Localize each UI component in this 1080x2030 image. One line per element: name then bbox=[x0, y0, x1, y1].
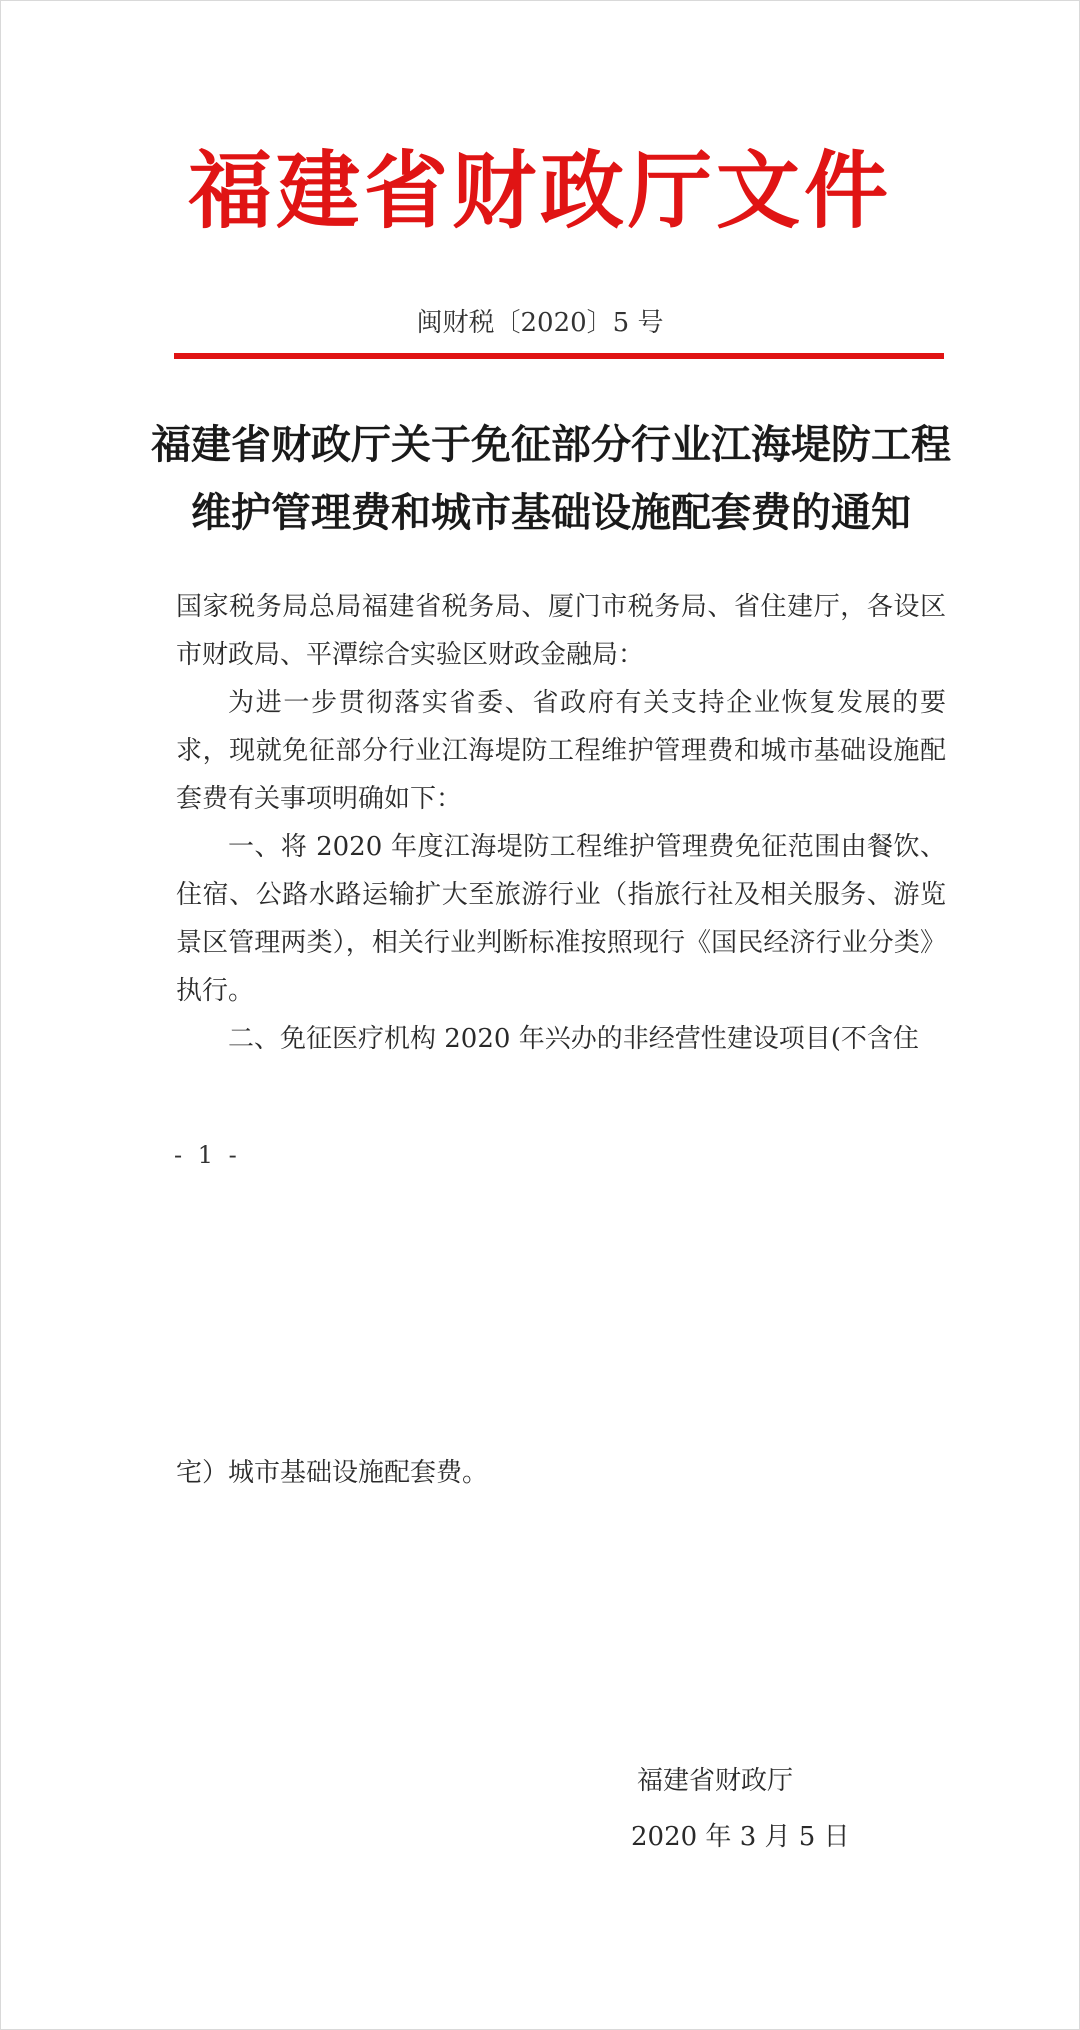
addressee-paragraph: 国家税务局总局福建省税务局、厦门市税务局、省住建厅，各设区市财政局、平潭综合实验区财政金融局： bbox=[176, 592, 946, 670]
document-header-title: 福建省财政厅文件 bbox=[187, 141, 892, 240]
continued-paragraph: 宅）城市基础设施配套费。 bbox=[176, 1458, 489, 1488]
signature-date: 2020 年 3 月 5 日 bbox=[631, 1822, 850, 1852]
intro-paragraph: 为进一步贯彻落实省委、省政府有关支持企业恢复发展的要求，现就免征部分行业江海堤防工程维护管理费和城市基础设施配套费有关事项明确如下： bbox=[176, 688, 946, 814]
notice-title bbox=[151, 411, 951, 547]
item-2-paragraph: 二、免征医疗机构 2020 年兴办的非经营性建设项目(不含住 bbox=[228, 1024, 919, 1054]
item-1-paragraph: 一、将 2020 年度江海堤防工程维护管理费免征范围由餐饮、住宿、公路水路运输扩大至旅游行业（指旅行社及相关服务、游览景区管理两类），相关行业判断标准按照现行《国民经济行业分类》执行。 bbox=[176, 832, 946, 1006]
notice-title-line-2: 维护管理费和城市基础设施配套费的通知 bbox=[191, 489, 911, 536]
notice-title-line-1: 福建省财政厅关于免征部分行业江海堤防工程 bbox=[151, 421, 951, 468]
signature-block bbox=[631, 1753, 850, 1865]
red-divider-rule bbox=[174, 353, 944, 359]
notice-body bbox=[176, 583, 946, 1063]
page-number: - 1 - bbox=[174, 1141, 241, 1169]
document-number: 闽财税〔2020〕5 号 bbox=[416, 308, 664, 338]
signature-organization: 福建省财政厅 bbox=[637, 1766, 794, 1796]
